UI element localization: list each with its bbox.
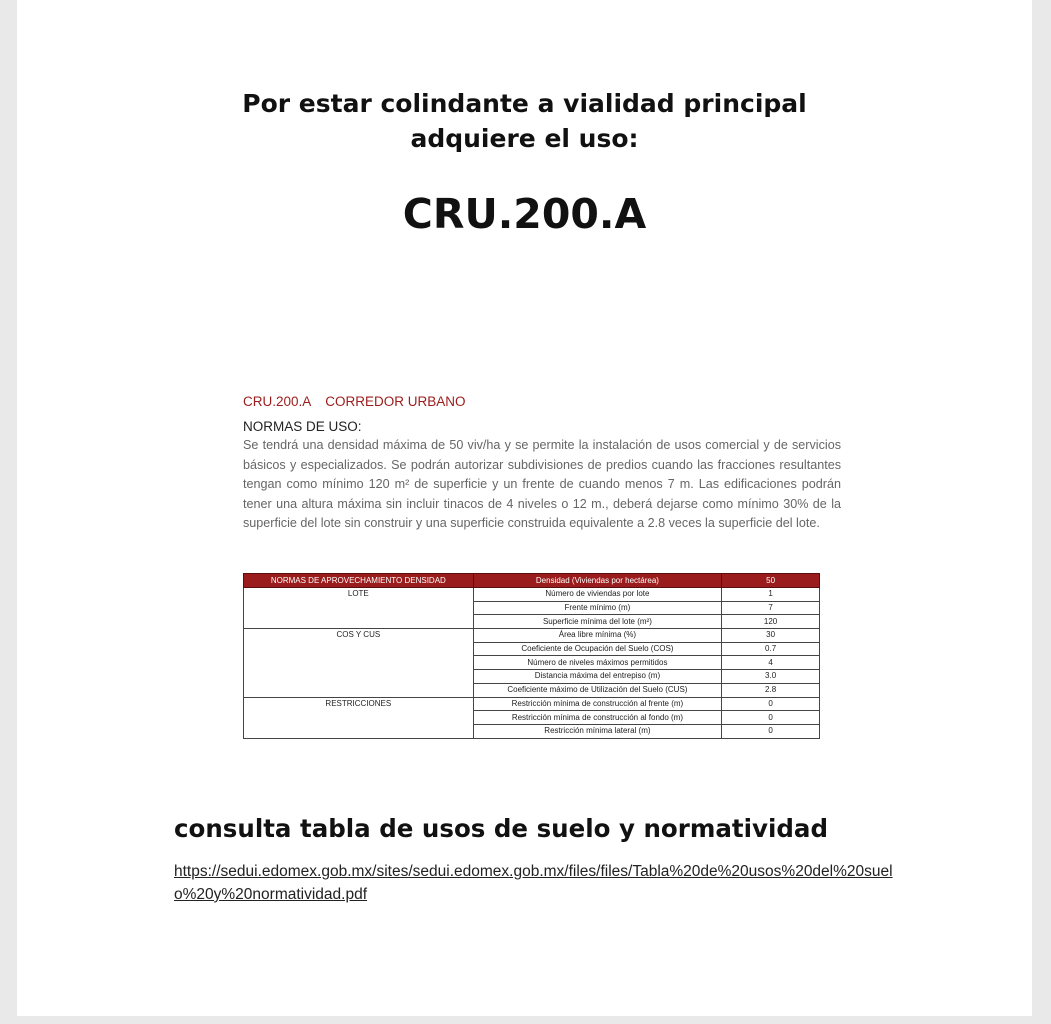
row-label: Restricción mínima de construcción al frente (m) (473, 697, 722, 711)
table-row (244, 588, 820, 602)
scan-title-name: CORREDOR URBANO (325, 394, 466, 409)
group-label: LOTE (244, 588, 474, 629)
table-row (244, 697, 820, 711)
row-label: Distancia máxima del entrepiso (m) (473, 670, 722, 684)
document-page (17, 0, 1032, 1016)
row-label: Área libre mínima (%) (473, 629, 722, 643)
row-label: Superficie mínima del lote (m²) (473, 615, 722, 629)
row-value: 3.0 (722, 670, 820, 684)
row-label: Número de viviendas por lote (473, 588, 722, 602)
row-value: 7 (722, 601, 820, 615)
row-label: Restricción mínima lateral (m) (473, 724, 722, 738)
heading-line-1: Por estar colindante a vialidad principal (242, 89, 807, 118)
scan-body-text: Se tendrá una densidad máxima de 50 viv/ha y se permite la instalación de usos comercial y de servicios básicos y especializados. Se podrán autorizar subdivisiones de predios cuando las fracciones resultantes tengan como mínimo 120 m² de superficie y un frente de cuando menos 7 m. Las edificaciones podrán tener una altura máxima sin incluir tinacos de 4 niveles o 12 m., deberá dejarse como mínimo 30% de la superficie del lote sin construir y una superficie construida equivalente a 2.8 veces la superficie del lote. (243, 438, 841, 531)
row-value: 1 (722, 588, 820, 602)
row-value: 30 (722, 629, 820, 643)
heading-line-2: adquiere el uso: (410, 124, 639, 153)
row-label: Coeficiente máximo de Utilización del Suelo (CUS) (473, 683, 722, 697)
page-heading (17, 86, 1032, 156)
row-value: 0.7 (722, 642, 820, 656)
row-label: Coeficiente de Ocupación del Suelo (COS) (473, 642, 722, 656)
header-density-value: 50 (722, 574, 820, 588)
group-label: RESTRICCIONES (244, 697, 474, 738)
row-value: 120 (722, 615, 820, 629)
row-value: 2.8 (722, 683, 820, 697)
scan-title-code: CRU.200.A (243, 394, 312, 409)
row-value: 0 (722, 711, 820, 725)
row-value: 0 (722, 724, 820, 738)
table-row (244, 629, 820, 643)
group-label: COS Y CUS (244, 629, 474, 697)
use-code-title: CRU.200.A (402, 190, 647, 238)
header-norms: NORMAS DE APROVECHAMIENTO DENSIDAD (244, 574, 474, 588)
row-label: Número de niveles máximos permitidos (473, 656, 722, 670)
norms-pdf-link[interactable]: https://sedui.edomex.gob.mx/sites/sedui.edomex.gob.mx/files/files/Tabla%20de%20usos%20del%20suelo%20y%20normatividad.pdf (174, 863, 893, 903)
row-value: 0 (722, 697, 820, 711)
scan-subtitle: NORMAS DE USO: (243, 419, 362, 434)
scanned-norms-excerpt (243, 393, 843, 534)
row-label: Restricción mínima de construcción al fondo (m) (473, 711, 722, 725)
row-value: 4 (722, 656, 820, 670)
scan-title (243, 393, 843, 411)
norms-table (243, 573, 820, 739)
header-density: Densidad (Viviendas por hectárea) (473, 574, 722, 588)
row-label: Frente mínimo (m) (473, 601, 722, 615)
footer-heading: consulta tabla de usos de suelo y normatividad (174, 814, 828, 843)
norms-table-header (244, 574, 820, 588)
